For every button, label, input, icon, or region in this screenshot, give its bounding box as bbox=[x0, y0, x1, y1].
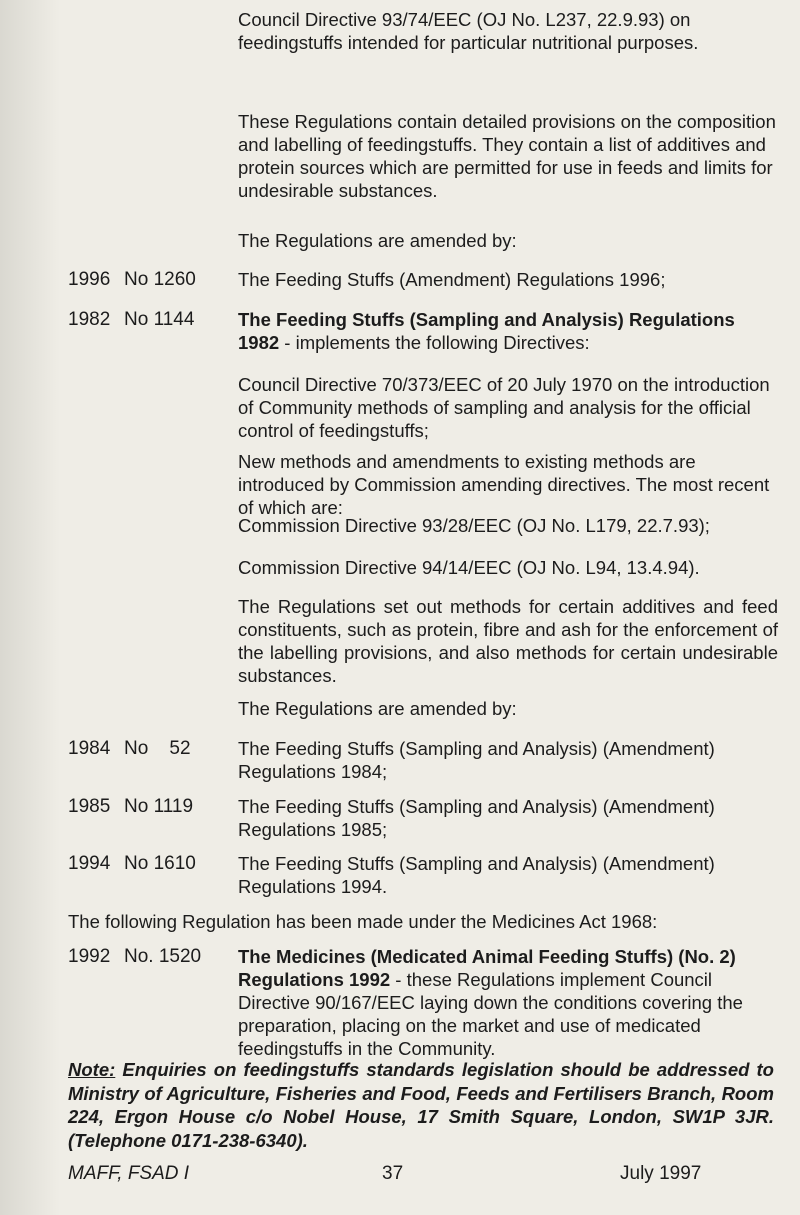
footer-date: July 1997 bbox=[620, 1163, 702, 1184]
analysis-regulations-title bbox=[238, 308, 778, 354]
ref-1996-year: 1996 bbox=[68, 269, 111, 290]
page-number: 37 bbox=[382, 1163, 404, 1184]
medicines-act-intro: The following Regulation has been made under the Medicines Act 1968: bbox=[68, 911, 658, 932]
page-edge-shadow bbox=[0, 0, 60, 1215]
regulations-description: These Regulations contain detailed provisions on the composition and labelling of feedingstuffs. They contain a list of additives and protein sources which are permitted for use in feeds and limits for undesirable substances. bbox=[238, 111, 776, 201]
amended-by-heading: The Regulations are amended by: bbox=[238, 230, 517, 251]
enquiries-note bbox=[68, 1058, 774, 1152]
directive-93-74: Council Directive 93/74/EEC (OJ No. L237, 22.9.93) on feedingstuffs intended for particular nutritional purposes. bbox=[238, 9, 699, 53]
ref-1994-no: No 1610 bbox=[124, 853, 196, 874]
medicines-title-bold: The Medicines (Medicated Animal Feeding Stuffs) (No. 2) Regulations 1992 bbox=[238, 946, 736, 990]
ref-1985-no: No 1119 bbox=[124, 796, 194, 817]
directive-70-373: Council Directive 70/373/EEC of 20 July 1970 on the introduction of Community methods of sampling and analysis for the official control of feedingstuffs; bbox=[238, 374, 770, 441]
ref-1996-no: No 1260 bbox=[124, 269, 196, 290]
amended-by-heading-2: The Regulations are amended by: bbox=[238, 698, 517, 719]
analysis-title-bold: The Feeding Stuffs (Sampling and Analysis) Regulations 1982 bbox=[238, 309, 735, 353]
ref-1984-no: No 52 bbox=[124, 738, 191, 759]
ref-1982-year: 1982 bbox=[68, 309, 111, 330]
note-text: Enquiries on feedingstuffs standards legislation should be addressed to Ministry of Agriculture, Fisheries and Food, Feeds and Fertilisers Branch, Room 224, Ergon House c/o Nobel House, 17 Smith Square, London, SW1P 3JR. (Telephone 0171-238-6340). bbox=[68, 1059, 774, 1151]
medicines-text: - these Regulations implement Council Directive 90/167/EEC laying down the conditions covering the preparation, placing on the market and use of medicated feedingstuffs in the Community. bbox=[238, 969, 743, 1059]
ref-1985-year: 1985 bbox=[68, 796, 111, 817]
regulation-1996: The Feeding Stuffs (Amendment) Regulations 1996; bbox=[238, 269, 666, 290]
directive-94-14: Commission Directive 94/14/EEC (OJ No. L94, 13.4.94). bbox=[238, 557, 700, 578]
amendment-1994: The Feeding Stuffs (Sampling and Analysis) (Amendment) Regulations 1994. bbox=[238, 853, 715, 897]
note-label: Note: bbox=[68, 1059, 116, 1080]
amendment-1985: The Feeding Stuffs (Sampling and Analysis) (Amendment) Regulations 1985; bbox=[238, 796, 715, 840]
ref-1984-year: 1984 bbox=[68, 738, 111, 759]
regulations-set-out-text: The Regulations set out methods for certain additives and feed constituents, such as protein, fibre and ash for the enforcement of the labelling provisions, and also methods for certain undesirable substances. bbox=[238, 596, 778, 686]
medicines-regulation bbox=[238, 945, 778, 1060]
new-methods-text: New methods and amendments to existing methods are introduced by Commission amending directives. The most recent of which are: bbox=[238, 451, 770, 518]
directive-93-28: Commission Directive 93/28/EEC (OJ No. L179, 22.7.93); bbox=[238, 515, 710, 536]
footer-department: MAFF, FSAD I bbox=[68, 1163, 190, 1184]
amendment-1984: The Feeding Stuffs (Sampling and Analysis) (Amendment) Regulations 1984; bbox=[238, 738, 715, 782]
ref-1992-year: 1992 bbox=[68, 946, 111, 967]
ref-1994-year: 1994 bbox=[68, 853, 111, 874]
ref-1982-no: No 1144 bbox=[124, 309, 195, 330]
analysis-title-suffix: - implements the following Directives: bbox=[279, 332, 590, 353]
ref-1992-no: No. 1520 bbox=[124, 946, 202, 967]
